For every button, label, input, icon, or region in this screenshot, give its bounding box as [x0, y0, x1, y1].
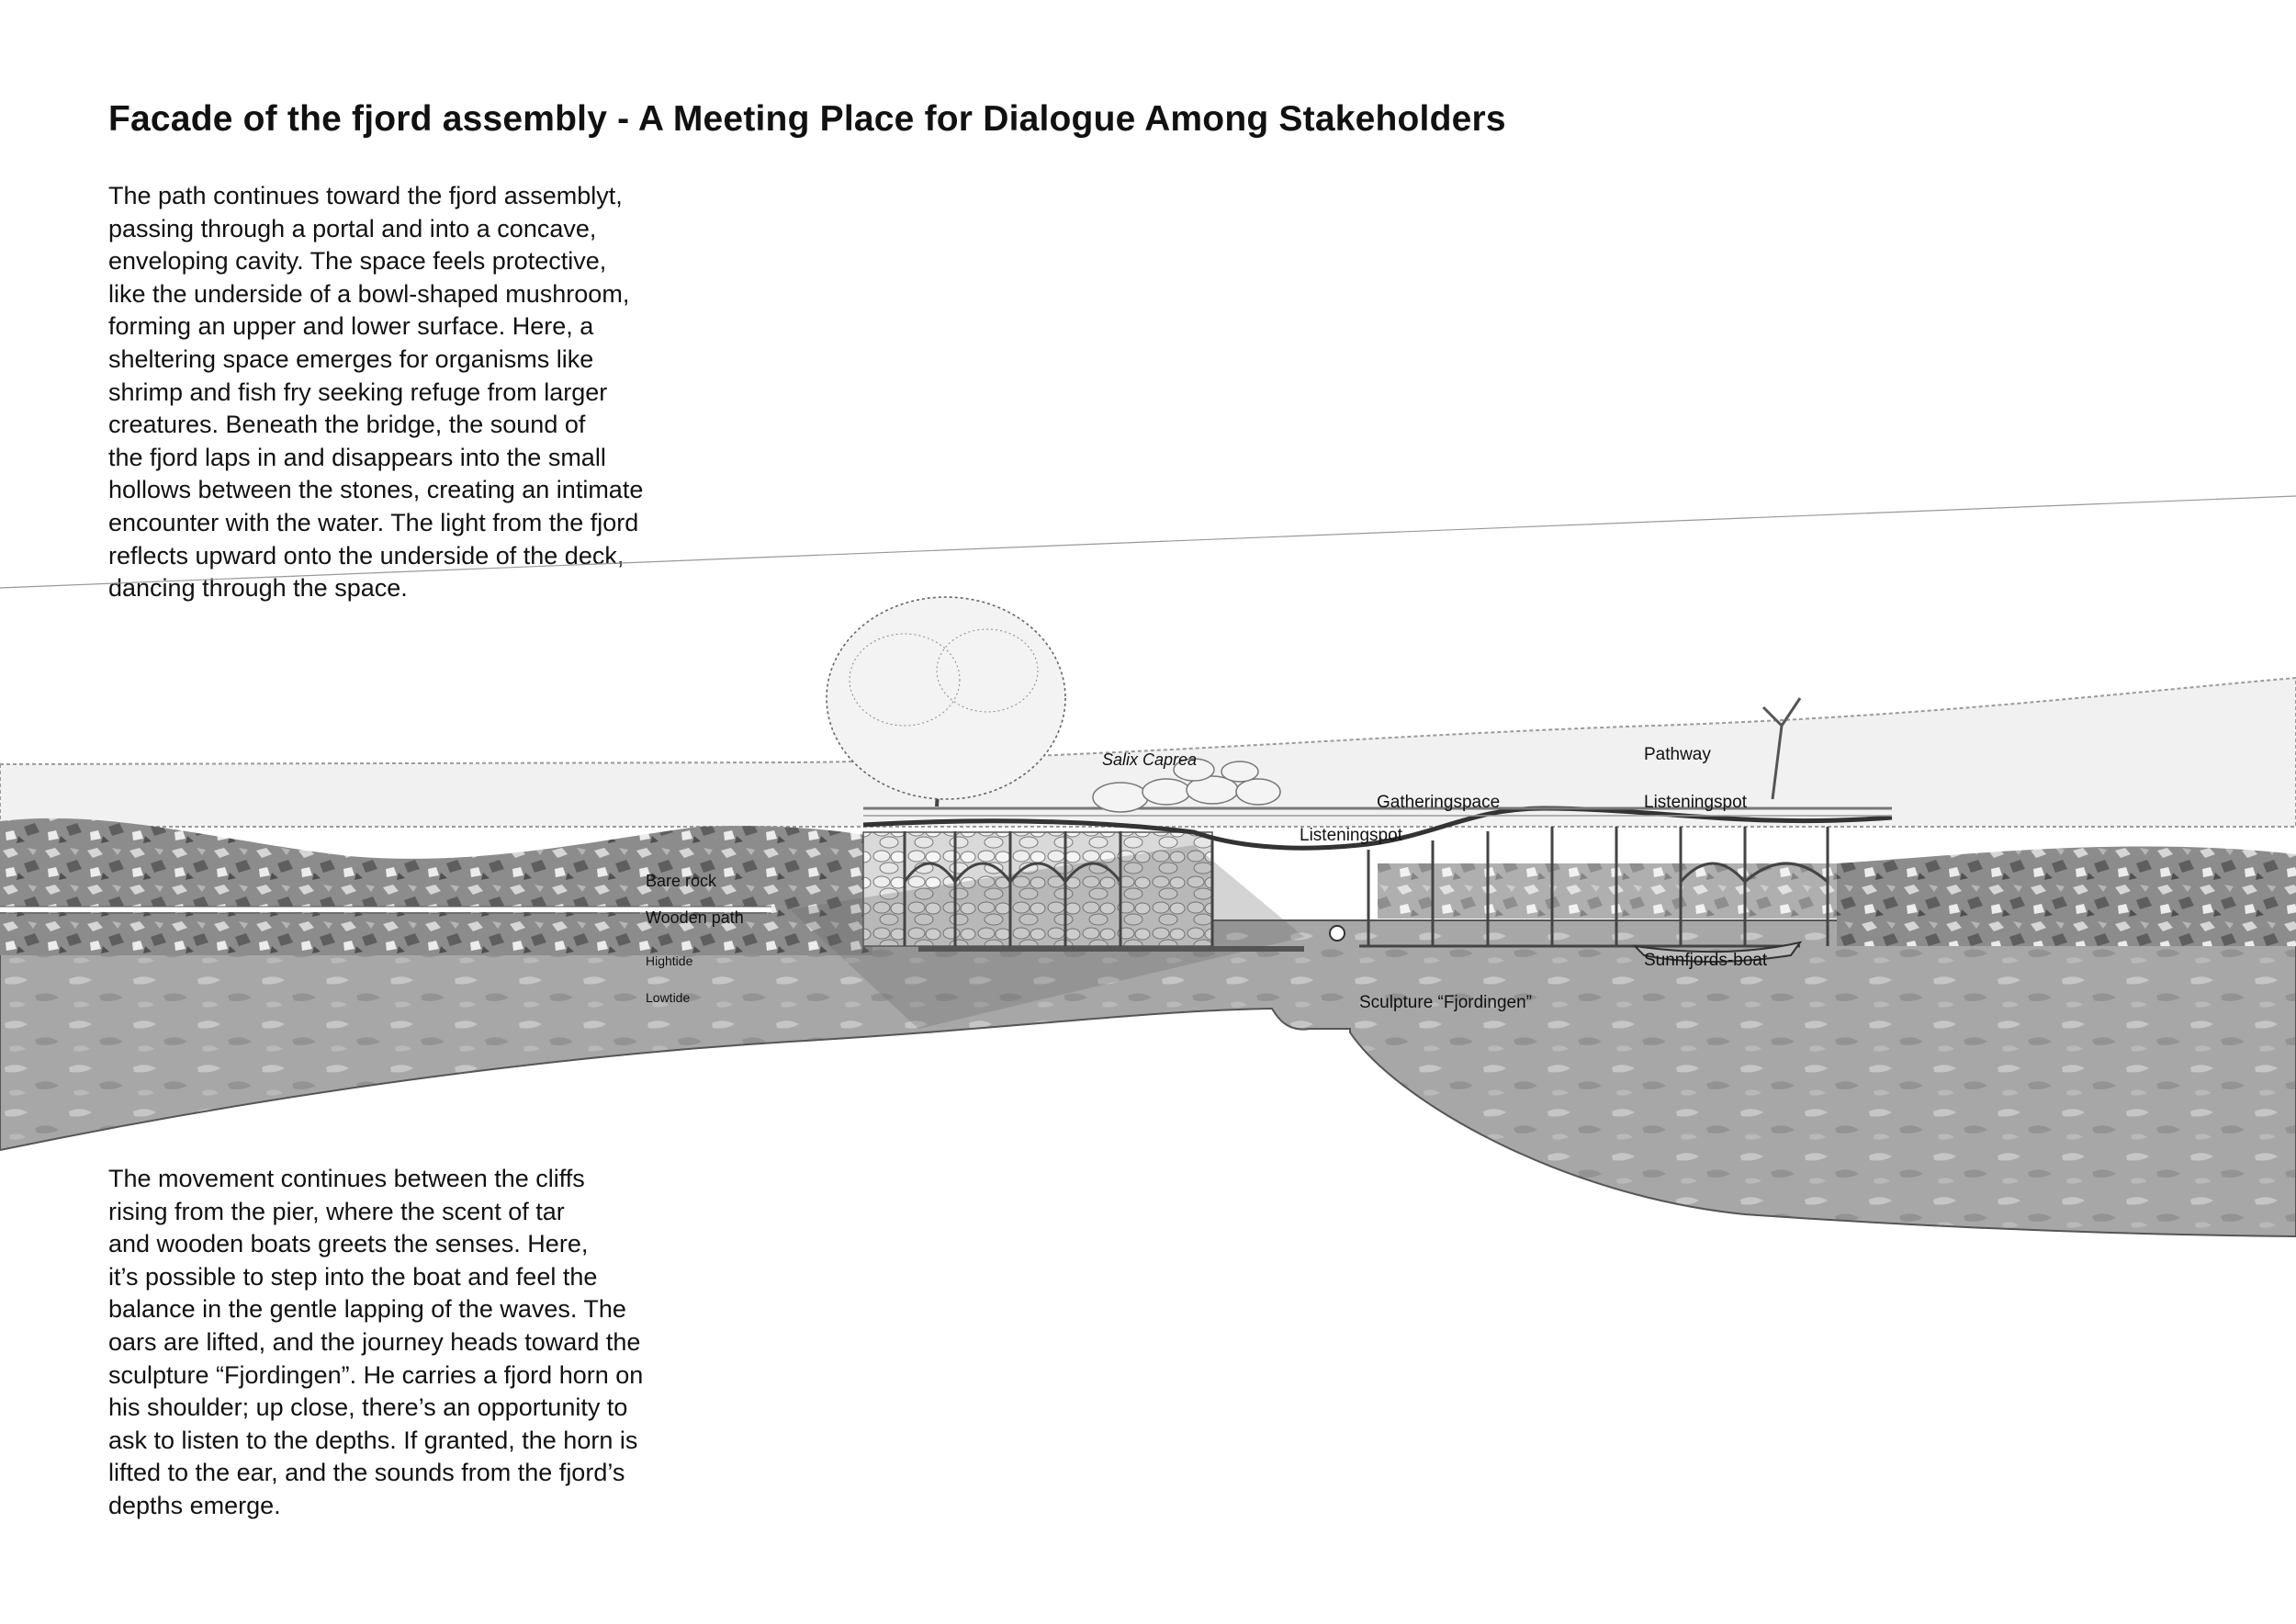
outro-line: lifted to the ear, and the sounds from the fjord’s — [108, 1459, 625, 1487]
intro-line: the fjord laps in and disappears into the small — [108, 443, 606, 471]
bare-rock-mid — [1378, 863, 1837, 919]
intro-line: reflects upward onto the underside of the deck, — [108, 541, 625, 570]
label-hightide: Hightide — [646, 953, 693, 968]
label-sculpture: Sculpture “Fjordingen” — [1359, 993, 1532, 1012]
intro-line: encounter with the water. The light from the fjord — [108, 508, 639, 536]
intro-line: like the underside of a bowl-shaped mushroom, — [108, 279, 630, 308]
outro-line: rising from the pier, where the scent of tar — [108, 1197, 565, 1225]
lower-deck — [918, 946, 1304, 952]
label-pathway: Pathway — [1644, 745, 1711, 764]
intro-line: creatures. Beneath the bridge, the sound of — [108, 411, 586, 439]
label-gatheringspace: Gatheringspace — [1377, 793, 1501, 812]
label-bare-rock: Bare rock — [646, 872, 717, 890]
bare-rock-right — [1837, 846, 2296, 946]
outro-line: depths emerge. — [108, 1491, 281, 1519]
bare-rock-left — [0, 818, 872, 955]
intro-line: forming an upper and lower surface. Here, a — [108, 312, 594, 341]
label-listeningspot-right: Listeningspot — [1644, 793, 1747, 812]
horizon-line — [0, 496, 2296, 588]
outro-paragraph — [108, 1163, 643, 1523]
label-salix-caprea: Salix Caprea — [1102, 750, 1198, 769]
label-lowtide: Lowtide — [646, 990, 691, 1005]
outro-line: it’s possible to step into the boat and feel the — [108, 1262, 598, 1291]
label-wooden-path: Wooden path — [646, 908, 744, 927]
intro-line: hollows between the stones, creating an intimate — [108, 476, 644, 504]
page-title: Facade of the fjord assembly - A Meeting Place for Dialogue Among Stakeholders — [108, 99, 1506, 139]
intro-line: passing through a portal and into a concave, — [108, 214, 597, 242]
intro-line: shrimp and fish fry seeking refuge from larger — [108, 378, 608, 406]
label-sunnfjords-boat: Sunnfjords-boat — [1644, 951, 1768, 970]
intro-line: The path continues toward the fjord assemblyt, — [108, 182, 623, 209]
intro-line: dancing through the space. — [108, 574, 408, 603]
sculpture-fjordingen — [1330, 926, 1345, 941]
outro-line: oars are lifted, and the journey heads toward the — [108, 1327, 641, 1356]
outro-line: balance in the gentle lapping of the waves. The — [108, 1295, 626, 1324]
outro-line: his shoulder; up close, there’s an opportunity to — [108, 1393, 628, 1422]
fjord-section-drawing — [0, 478, 2296, 1268]
intro-line: sheltering space emerges for organisms like — [108, 344, 594, 373]
outro-line: ask to listen to the depths. If granted, the horn is — [108, 1426, 638, 1454]
outro-line: sculpture “Fjordingen”. He carries a fjord horn on — [108, 1360, 644, 1389]
outro-line: and wooden boats greets the senses. Here, — [108, 1230, 589, 1258]
label-listeningspot-center: Listeningspot — [1300, 826, 1402, 845]
outro-line: The movement continues between the cliffs — [108, 1165, 585, 1192]
intro-line: enveloping cavity. The space feels protective, — [108, 247, 607, 276]
